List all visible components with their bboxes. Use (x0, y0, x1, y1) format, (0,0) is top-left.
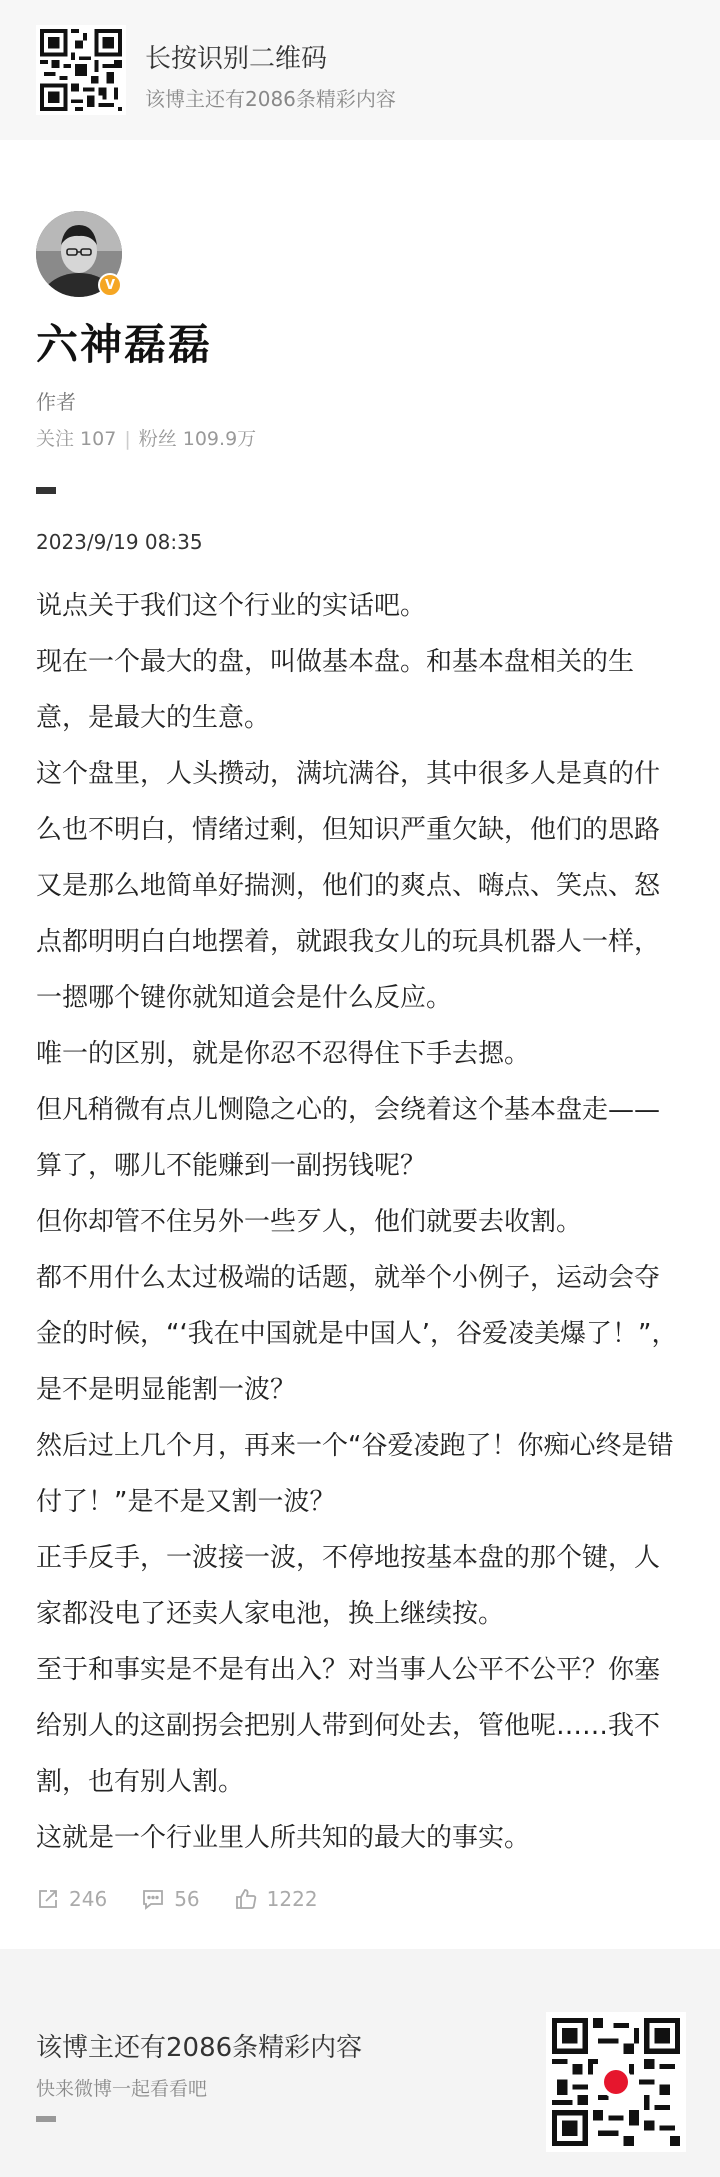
more-content-subtitle: 快来微博一起看看吧 (36, 2078, 208, 2100)
post-paragraph: 这个盘里，人头攒动，满坑满谷，其中很多人是真的什 么也不明白，情绪过剩，但知识严重欠缺，他们的思路 又是那么地简单好揣测，他们的爽点、嗨点、笑点、怒 点都明明白白地摆着，就跟我女儿的玩具机器人一样， 一摁哪个键你就知道会是什么反应。 (36, 759, 661, 1013)
qr-code-top[interactable] (36, 25, 126, 115)
thumbs-up-icon (234, 1887, 258, 1911)
top-banner (0, 0, 720, 140)
comment-icon (141, 1887, 165, 1911)
post-paragraph: 都不用什么太过极端的话题，就举个小例子，运动会夺 金的时候，“‘我在中国就是中国人’，谷爱凌美爆了！”， 是不是明显能割一波？ (36, 1263, 678, 1405)
verified-badge-icon: V (98, 273, 122, 297)
repost-button[interactable] (36, 1887, 107, 1911)
fans-count: 粉丝 109.9万 (138, 428, 257, 450)
author-stats (36, 424, 256, 451)
qr-prompt-subtitle: 该博主还有2086条精彩内容 (145, 87, 396, 111)
post-paragraph: 但凡稍微有点儿恻隐之心的，会绕着这个基本盘走—— 算了，哪儿不能赚到一副拐钱呢？ (36, 1095, 661, 1181)
like-count: 1222 (266, 1887, 318, 1911)
post-paragraph: 至于和事实是不是有出入？对当事人公平不公平？你塞 给别人的这副拐会把别人带到何处去，管他呢……我不 割，也有别人割。 (36, 1655, 661, 1797)
qr-prompt-title: 长按识别二维码 (145, 44, 328, 74)
repost-count: 246 (69, 1887, 108, 1911)
author-name[interactable]: 六神磊磊 (36, 320, 213, 369)
post-paragraph: 说点关于我们这个行业的实话吧。 (36, 591, 427, 621)
divider-mark (36, 487, 56, 494)
comment-count: 56 (174, 1887, 200, 1911)
post-paragraph: 正手反手，一波接一波，不停地按基本盘的那个键，人 家都没电了还卖人家电池，换上继续按。 (36, 1543, 661, 1629)
post-paragraph: 然后过上几个月，再来一个“谷爱凌跑了！你痴心终是错 付了！”是不是又割一波？ (36, 1431, 674, 1517)
follow-count: 关注 107 (36, 428, 117, 450)
like-button[interactable] (234, 1887, 318, 1911)
post-paragraph: 这就是一个行业里人所共知的最大的事实。 (36, 1823, 531, 1853)
post-actions (36, 1884, 352, 1914)
post-body (36, 578, 686, 1866)
stat-separator: | (124, 428, 131, 450)
divider-mark (36, 2116, 56, 2122)
share-icon (36, 1887, 60, 1911)
author-role: 作者 (36, 390, 76, 414)
post-paragraph: 但你却管不住另外一些歹人，他们就要去收割。 (36, 1207, 583, 1237)
weibo-logo-icon (600, 2066, 632, 2098)
post-date: 2023/9/19 08:35 (36, 530, 203, 554)
post-paragraph: 现在一个最大的盘，叫做基本盘。和基本盘相关的生 意，是最大的生意。 (36, 647, 635, 733)
post-paragraph: 唯一的区别，就是你忍不忍得住下手去摁。 (36, 1039, 531, 1069)
comment-button[interactable] (141, 1887, 199, 1911)
more-content-title: 该博主还有2086条精彩内容 (36, 2033, 363, 2063)
